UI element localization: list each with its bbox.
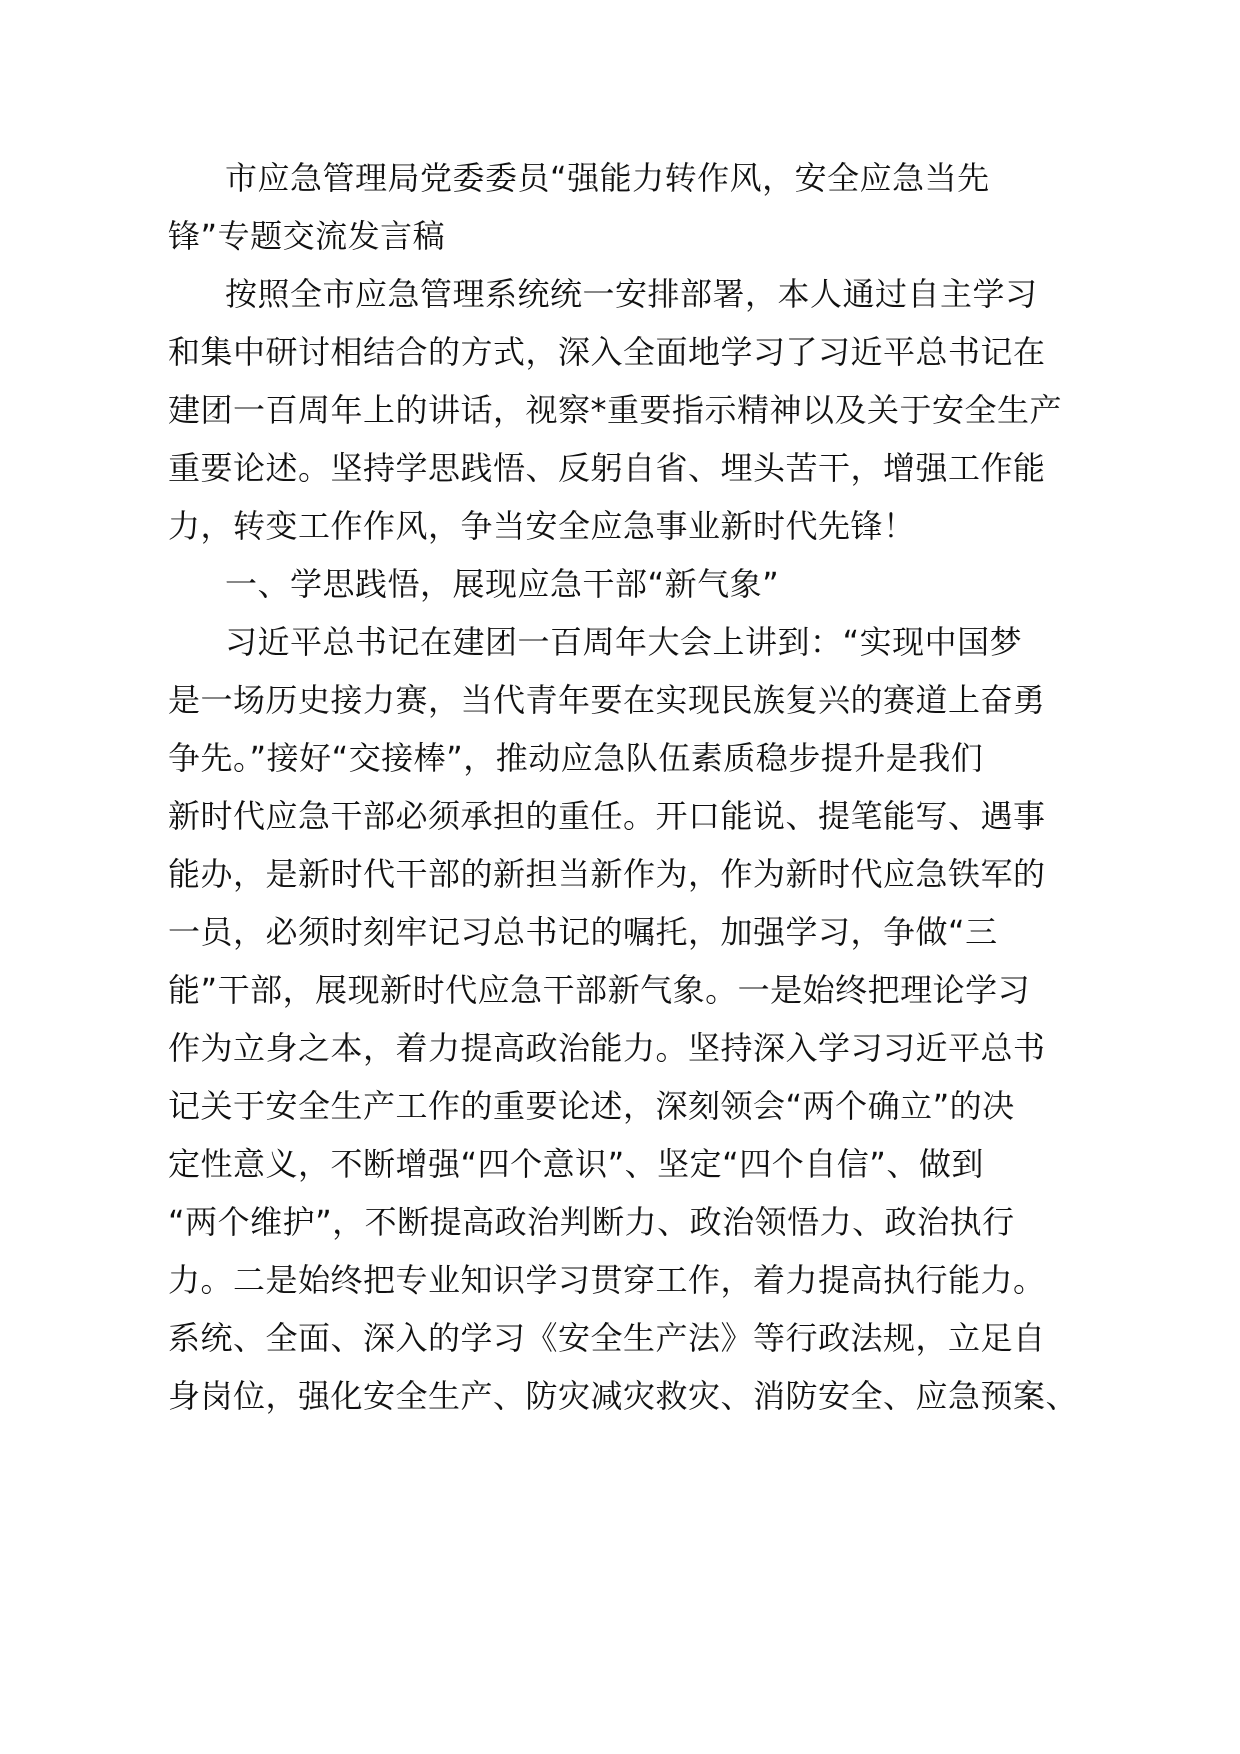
- paragraph-line: 系统、全面、深入的学习《安全生产法》等行政法规，立足自: [168, 1319, 1046, 1357]
- paragraph-line: 重要论述。坚持学思践悟、反躬自省、埋头苦干，增强工作能: [168, 449, 1046, 487]
- paragraph-line: 能”干部，展现新时代应急干部新气象。一是始终把理论学习: [168, 971, 1031, 1009]
- paragraph-line: 能办，是新时代干部的新担当新作为，作为新时代应急铁军的: [168, 855, 1046, 893]
- paragraph-line: 力。二是始终把专业知识学习贯穿工作，着力提高执行能力。: [168, 1261, 1046, 1299]
- paragraph-line: 身岗位，强化安全生产、防灾减灾救灾、消防安全、应急预案、: [168, 1377, 1079, 1415]
- paragraph-line: 习近平总书记在建团一百周年大会上讲到：“实现中国梦: [225, 623, 1023, 661]
- paragraph-line: 争先。”接好“交接棒”，推动应急队伍素质稳步提升是我们: [168, 739, 984, 777]
- paragraph-line: 建团一百周年上的讲话，视察*重要指示精神以及关于安全生产: [168, 391, 1063, 429]
- paragraph-line: “两个维护”，不断提高政治判断力、政治领悟力、政治执行: [168, 1203, 1015, 1241]
- paragraph-line: 新时代应急干部必须承担的重任。开口能说、提笔能写、遇事: [168, 797, 1046, 835]
- paragraph-line: 记关于安全生产工作的重要论述，深刻领会“两个确立”的决: [168, 1087, 1015, 1125]
- section-heading: 一、学思践悟，展现应急干部“新气象”: [225, 565, 780, 603]
- paragraph-line: 定性意义，不断增强“四个意识”、坚定“四个自信”、做到: [168, 1145, 984, 1183]
- document-title-line-1: 市应急管理局党委委员“强能力转作风，安全应急当先: [225, 159, 990, 197]
- document-title-line-2: 锋”专题交流发言稿: [168, 217, 446, 255]
- paragraph-line: 按照全市应急管理系统统一安排部署，本人通过自主学习: [225, 275, 1038, 313]
- paragraph-line: 一员，必须时刻牢记习总书记的嘱托，加强学习，争做“三: [168, 913, 998, 951]
- paragraph-line: 和集中研讨相结合的方式，深入全面地学习了习近平总书记在: [168, 333, 1046, 371]
- paragraph-line: 是一场历史接力赛，当代青年要在实现民族复兴的赛道上奋勇: [168, 681, 1046, 719]
- paragraph-line: 作为立身之本，着力提高政治能力。坚持深入学习习近平总书: [168, 1029, 1046, 1067]
- paragraph-line: 力，转变工作作风，争当安全应急事业新时代先锋！: [168, 507, 916, 545]
